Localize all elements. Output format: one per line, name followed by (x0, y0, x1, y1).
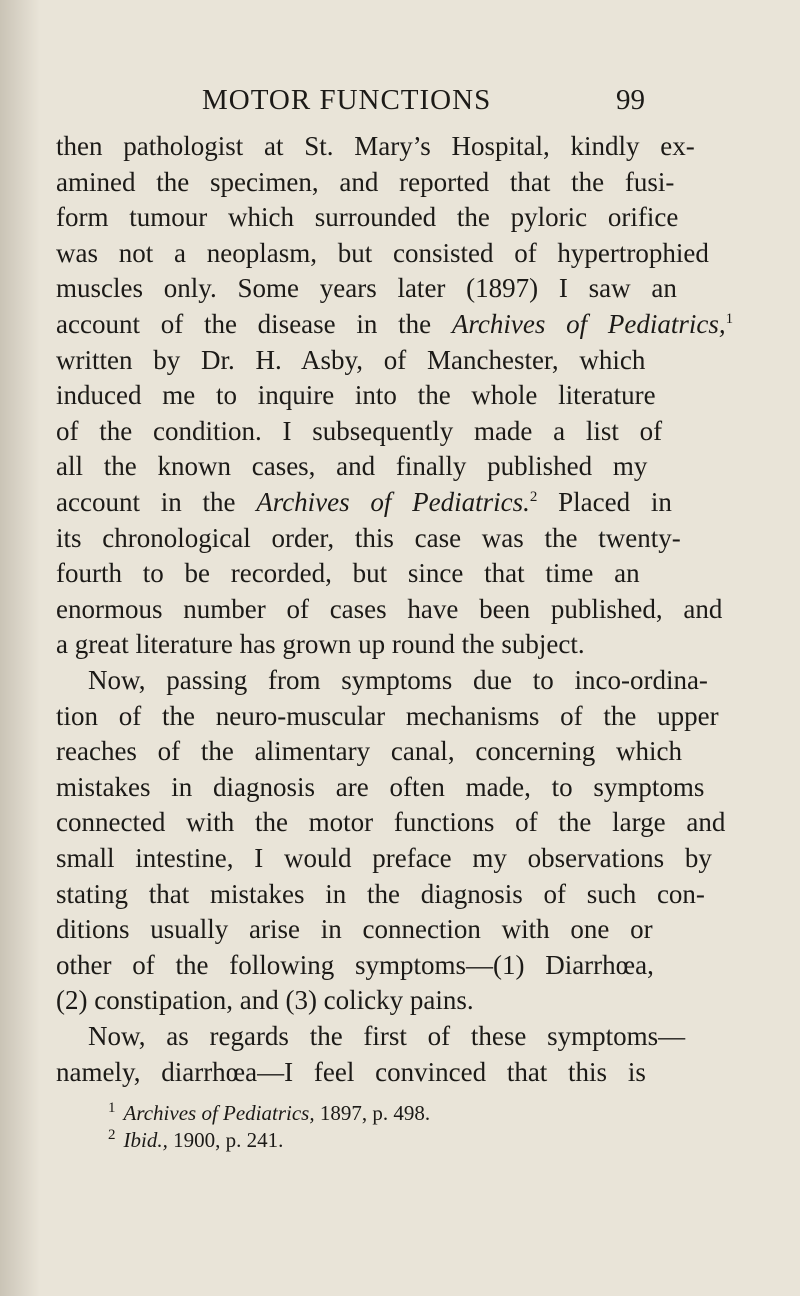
footnote-ref: 2 (529, 489, 538, 505)
page-number: 99 (616, 84, 645, 116)
line-text: reaches of the alimentary canal, concerning which (56, 736, 682, 767)
body-line (56, 128, 695, 164)
line-text: (2) constipation, and (3) colicky pains. (56, 985, 474, 1016)
body-line (56, 876, 705, 912)
line-text: Placed in (537, 487, 672, 517)
body-line (56, 698, 719, 734)
body-line (56, 591, 722, 627)
body-line (56, 448, 647, 484)
line-text: account of the disease in the (56, 309, 452, 339)
line-text: namely, diarrhœa—I feel convinced that this is (56, 1056, 646, 1087)
body-line (56, 804, 725, 840)
body-line (56, 733, 682, 769)
body-line (56, 769, 704, 805)
footnote-source: Ibid., (123, 1128, 168, 1152)
body-line (56, 911, 653, 947)
body-line (56, 520, 681, 556)
line-text: all the known cases, and finally published my (56, 451, 648, 482)
line-text: muscles only. Some years later (1897) I saw an (56, 273, 677, 304)
body-line (56, 840, 712, 876)
footnote-mark: 2 (108, 1127, 116, 1143)
line-text: amined the specimen, and reported that the fusi- (56, 166, 675, 197)
body-line (56, 484, 672, 520)
line-text: a great literature has grown up round the subject. (56, 629, 585, 660)
body-line (88, 1018, 685, 1054)
body-line (56, 342, 645, 378)
line-text: small intestine, I would preface my observations by (56, 843, 712, 873)
body-line (56, 306, 733, 342)
line-text: induced me to inquire into the whole literature (56, 380, 656, 411)
body-line (56, 377, 656, 413)
footnote-ref: 1 (725, 311, 734, 327)
line-text: mistakes in diagnosis are often made, to symptoms (56, 771, 705, 802)
page-edge-shadow (0, 0, 40, 1296)
line-text: account in the (56, 487, 257, 517)
line-text: fourth to be recorded, but since that time an (56, 558, 640, 589)
footnote (108, 1100, 430, 1126)
page-header (0, 80, 800, 120)
line-text: Now, as regards the first of these symptoms— (88, 1021, 686, 1051)
line-text: its chronological order, this case was the twenty- (56, 522, 681, 553)
body-line (56, 270, 677, 306)
line-text: form tumour which surrounded the pyloric orifice (56, 202, 679, 233)
line-text: connected with the motor functions of the large and (56, 807, 726, 838)
running-head: MOTOR FUNCTIONS (202, 84, 492, 116)
line-text: of the condition. I subsequently made a list of (56, 415, 663, 446)
line-text: other of the following symptoms—(1) Diarrhœa, (56, 949, 654, 980)
body-line (56, 413, 662, 449)
body-line (56, 1054, 646, 1090)
footnote-source: Archives of Pediatrics, (123, 1101, 315, 1125)
line-text: ditions usually arise in connection with one or (56, 914, 653, 945)
body-line (56, 235, 709, 271)
line-text: written by Dr. H. Asby, of Manchester, which (56, 344, 646, 375)
body-line (56, 982, 474, 1018)
body-line (56, 164, 674, 200)
body-line (56, 555, 640, 591)
body-line (56, 626, 585, 662)
line-text: tion of the neuro-muscular mechanisms of the upper (56, 700, 719, 731)
line-text: then pathologist at St. Mary’s Hospital, kindly ex- (56, 131, 695, 161)
footnote-mark: 1 (108, 1100, 116, 1116)
journal-title: Archives of Pediatrics, (451, 309, 726, 339)
line-text: Now, passing from symptoms due to inco-ordina- (88, 665, 708, 695)
footnote (108, 1127, 283, 1153)
line-text: enormous number of cases have been published, and (56, 593, 723, 624)
line-text: stating that mistakes in the diagnosis of such con- (56, 878, 705, 909)
body-line (56, 199, 678, 235)
footnote-text: 1900, p. 241. (167, 1128, 284, 1152)
journal-title: Archives of Pediatrics. (256, 487, 530, 517)
footnote-text: 1897, p. 498. (314, 1101, 431, 1125)
line-text: was not a neoplasm, but consisted of hypertrophied (56, 237, 709, 268)
body-line (56, 947, 654, 983)
body-line (88, 662, 708, 698)
